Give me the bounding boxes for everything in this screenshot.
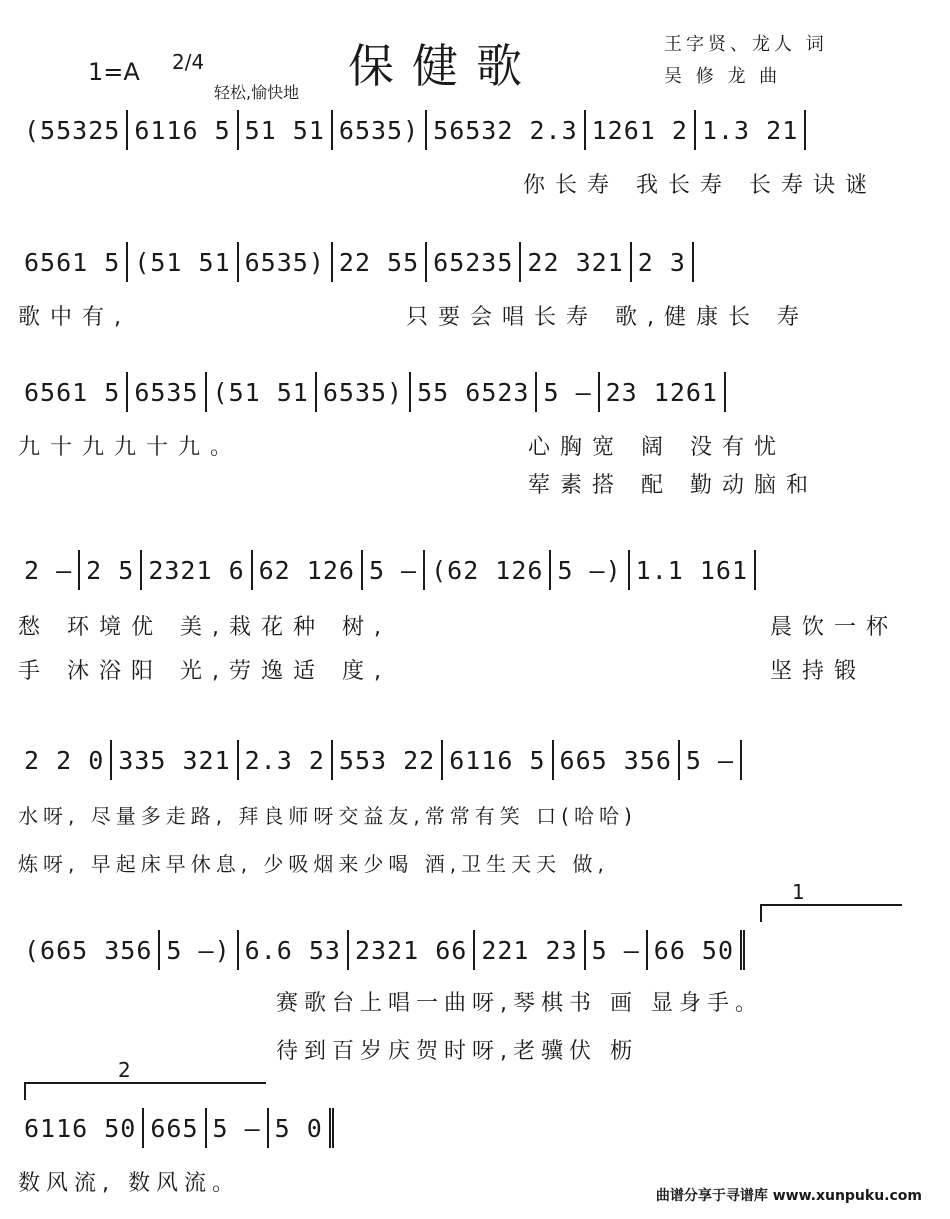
measure: 22 55 (333, 242, 427, 282)
measure: 5 — (586, 930, 648, 970)
measure: 6.6 53 (239, 930, 349, 970)
measure: 6535 (128, 372, 206, 412)
measure: 1.1 161 (630, 550, 756, 590)
tempo-marking: 轻松,愉快地 (214, 83, 300, 102)
measure: 2321 6 (142, 550, 252, 590)
notation-line (18, 372, 918, 412)
lyric-line: 心胸宽 阔 没有忧 (528, 435, 786, 460)
lyric-line: 手 沐浴阳 光,劳逸适 度, (18, 659, 391, 684)
second-ending-bracket (24, 1058, 266, 1100)
lyric-line: 晨饮一杯 (770, 615, 899, 640)
measure: 5 —) (160, 930, 238, 970)
lyric-line: 待到百岁庆贺时呀,老骥伏 枥 (276, 1039, 638, 1064)
first-ending-bracket (760, 880, 902, 922)
notation-line (18, 740, 918, 780)
measure: 65235 (427, 242, 521, 282)
measure: 2321 66 (349, 930, 475, 970)
volta-number: 1 (792, 880, 805, 904)
measure: 335 321 (112, 740, 238, 780)
source-footer: 曲谱分享于寻谱库 www.xunpuku.com (655, 1188, 922, 1204)
measure: 1.3 21 (696, 110, 806, 150)
measure: 2 3 (632, 242, 694, 282)
measure: 6561 5 (18, 242, 128, 282)
measure: 6116 5 (443, 740, 553, 780)
lyric-line: 赛歌台上唱一曲呀,琴棋书 画 显身手。 (276, 991, 763, 1016)
lyric-line: 炼呀, 早起床早休息, 少吸烟来少喝 酒,卫生天天 做, (18, 852, 609, 876)
measure: (51 51 (207, 372, 317, 412)
measure: 6535) (317, 372, 411, 412)
measure: 23 1261 (600, 372, 726, 412)
measure: (665 356 (18, 930, 160, 970)
measure: 665 356 (554, 740, 680, 780)
measure: 51 51 (239, 110, 333, 150)
measure: 55 6523 (411, 372, 537, 412)
measure: 6561 5 (18, 372, 128, 412)
notation-line (18, 242, 918, 282)
measure: 6116 5 (128, 110, 238, 150)
measure: 2 — (18, 550, 80, 590)
measure: 665 (144, 1108, 206, 1148)
measure: 66 50 (648, 930, 745, 970)
measure: (51 51 (128, 242, 238, 282)
key-signature: 1=A (88, 58, 140, 86)
measure: 5 — (207, 1108, 269, 1148)
notation-line (18, 930, 918, 970)
measure: 5 — (363, 550, 425, 590)
measure: (55325 (18, 110, 128, 150)
song-title: 保健歌 (348, 39, 540, 93)
measure: 2.3 2 (239, 740, 333, 780)
lyric-line: 歌中有, (18, 305, 131, 330)
measure: 553 22 (333, 740, 443, 780)
measure: 22 321 (521, 242, 631, 282)
lyric-line: 坚持锻 (770, 659, 867, 684)
measure: 5 — (680, 740, 742, 780)
measure: 6535) (333, 110, 427, 150)
lyric-line: 愁 环境优 美,栽花种 树, (18, 615, 391, 640)
measure: 5 — (537, 372, 599, 412)
measure: 221 23 (475, 930, 585, 970)
measure: 5 —) (551, 550, 629, 590)
measure: 2 2 0 (18, 740, 112, 780)
lyric-line: 你长寿 我长寿 长寿诀谜 (523, 173, 877, 198)
time-signature: 2/4 (172, 50, 205, 74)
lyric-line: 水呀, 尽量多走路, 拜良师呀交益友,常常有笑 口(哈哈) (18, 804, 637, 828)
lyric-line: 荤素搭 配 勤动脑和 (528, 473, 818, 498)
measure: 6535) (239, 242, 333, 282)
notation-line (18, 110, 918, 150)
measure: 62 126 (253, 550, 363, 590)
measure: (62 126 (425, 550, 551, 590)
measure: 2 5 (80, 550, 142, 590)
notation-line (18, 1108, 334, 1148)
measure: 5 0 (269, 1108, 334, 1148)
lyric-line: 九十九九十九。 (18, 435, 243, 460)
composer-credit: 吴 修 龙 曲 (664, 66, 782, 87)
measure: 56532 2.3 (427, 110, 585, 150)
notation-line (18, 550, 918, 590)
volta-number: 2 (118, 1058, 131, 1082)
measure: 6116 50 (18, 1108, 144, 1148)
lyricist-credit: 王字贤、龙人 词 (664, 34, 828, 55)
measure: 1261 2 (586, 110, 696, 150)
lyric-line: 只要会唱长寿 歌,健康长 寿 (406, 305, 809, 330)
lyric-line: 数风流, 数风流。 (18, 1171, 240, 1196)
